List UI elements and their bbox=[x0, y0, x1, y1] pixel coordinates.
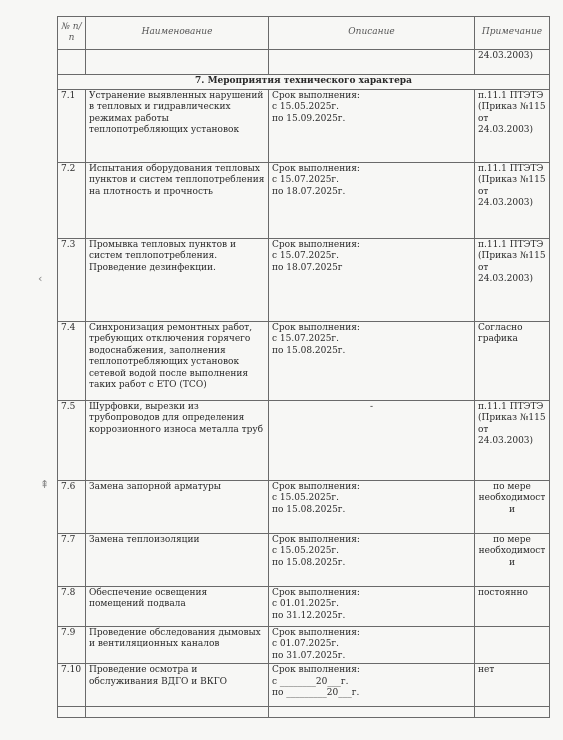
row-description bbox=[269, 533, 475, 586]
row-name: Проведение осмотра и обслуживания ВДГО и ВКГО bbox=[86, 664, 269, 707]
carry-over-note: 24.03.2003) bbox=[475, 50, 550, 75]
description-line: по 15.08.2025г. bbox=[272, 557, 346, 568]
row-number: 7.5 bbox=[58, 400, 86, 480]
row-description bbox=[269, 89, 475, 162]
description-line: по 15.08.2025г. bbox=[272, 345, 346, 356]
row-note: п.11.1 ПТЭТЭ (Приказ №115 от 24.03.2003) bbox=[475, 238, 550, 321]
table-row bbox=[58, 400, 550, 480]
row-description bbox=[269, 238, 475, 321]
description-line: с 15.05.2025г. bbox=[272, 102, 340, 112]
header-description: Описание bbox=[269, 17, 475, 50]
description-line: Срок выполнения: bbox=[272, 90, 360, 101]
row-number: 7.10 bbox=[58, 664, 86, 707]
description-line: Срок выполнения: bbox=[272, 587, 360, 598]
row-description bbox=[269, 162, 475, 238]
header-num: № п/п bbox=[58, 17, 86, 50]
table-row bbox=[58, 480, 550, 533]
row-note: по мере необходимости bbox=[475, 480, 550, 533]
row-name: Обеспечение освещения помещений подвала bbox=[86, 586, 269, 626]
table-row bbox=[58, 238, 550, 321]
row-description bbox=[269, 400, 475, 480]
row-note: постоянно bbox=[475, 586, 550, 626]
row-number: 7.9 bbox=[58, 626, 86, 664]
table-row bbox=[58, 664, 550, 707]
description-line: Срок выполнения: bbox=[272, 627, 360, 638]
description-line: с 15.05.2025г. bbox=[272, 493, 340, 503]
row-number: 7.1 bbox=[58, 89, 86, 162]
row-note: п.11.1 ПТЭТЭ (Приказ №115 от 24.03.2003) bbox=[475, 400, 550, 480]
table-row bbox=[58, 533, 550, 586]
row-name: Промывка тепловых пунктов и систем теплопотребления. Проведение дезинфекции. bbox=[86, 238, 269, 321]
table-row bbox=[58, 586, 550, 626]
description-line: с 15.07.2025г. bbox=[272, 175, 340, 185]
row-number: 7.6 bbox=[58, 480, 86, 533]
blank-row bbox=[58, 707, 550, 718]
description-line: Срок выполнения: bbox=[272, 322, 360, 333]
row-description bbox=[269, 480, 475, 533]
description-line: по 15.09.2025г. bbox=[272, 113, 346, 124]
row-description bbox=[269, 664, 475, 707]
table-row bbox=[58, 89, 550, 162]
row-name: Синхронизация ремонтных работ, требующих отключения горячего водоснабжения, заполнения теплопотребляющих установок сетевой водой после выполнения таких работ с ЕТО (ТСО) bbox=[86, 321, 269, 400]
row-number: 7.3 bbox=[58, 238, 86, 321]
description-line: по 31.07.2025г. bbox=[272, 650, 346, 661]
description-line: по 18.07.2025г. bbox=[272, 186, 346, 197]
binder-hole-mark: ‹ bbox=[38, 272, 43, 285]
description-line: по 15.08.2025г. bbox=[272, 504, 346, 515]
description-line: Срок выполнения: bbox=[272, 239, 360, 250]
description-line: с 15.07.2025г. bbox=[272, 334, 340, 344]
description-line: с 15.05.2025г. bbox=[272, 546, 340, 556]
row-note: п.11.1 ПТЭТЭ (Приказ №115 от 24.03.2003) bbox=[475, 89, 550, 162]
row-number: 7.8 bbox=[58, 586, 86, 626]
section-title: 7. Мероприятия технического характера bbox=[58, 75, 550, 90]
description-line: по _________20___г. bbox=[272, 688, 360, 698]
description-line: с 01.07.2025г. bbox=[272, 639, 340, 649]
row-note: нет bbox=[475, 664, 550, 707]
description-line: по 18.07.2025г bbox=[272, 262, 343, 273]
row-name: Устранение выявленных нарушений в тепловых и гидравлических режимах работы теплопотребляющих установок bbox=[86, 89, 269, 162]
row-name: Испытания оборудования тепловых пунктов и систем теплопотребления на плотность и прочность bbox=[86, 162, 269, 238]
description-line: с 15.07.2025г. bbox=[272, 251, 340, 261]
row-note: Согласно графика bbox=[475, 321, 550, 400]
row-name: Замена теплоизоляции bbox=[86, 533, 269, 586]
table-row bbox=[58, 162, 550, 238]
row-note: по мере необходимости bbox=[475, 533, 550, 586]
row-name: Замена запорной арматуры bbox=[86, 480, 269, 533]
header-note: Примечание bbox=[475, 17, 550, 50]
table-row bbox=[58, 321, 550, 400]
row-description bbox=[269, 586, 475, 626]
row-number: 7.4 bbox=[58, 321, 86, 400]
description-line: Срок выполнения: bbox=[272, 665, 360, 675]
description-line: - bbox=[369, 401, 374, 412]
row-note: п.11.1 ПТЭТЭ (Приказ №115 от 24.03.2003) bbox=[475, 162, 550, 238]
description-line: Срок выполнения: bbox=[272, 481, 360, 492]
row-description bbox=[269, 626, 475, 664]
measures-table bbox=[57, 16, 550, 718]
row-name: Шурфовки, вырезки из трубопроводов для определения коррозионного износа металла труб bbox=[86, 400, 269, 480]
description-line: Срок выполнения: bbox=[272, 534, 360, 545]
row-note bbox=[475, 626, 550, 664]
description-line: с 01.01.2025г. bbox=[272, 599, 340, 609]
carry-over-row bbox=[58, 50, 550, 75]
section-row bbox=[58, 75, 550, 90]
row-name: Проведение обследования дымовых и вентиляционных каналов bbox=[86, 626, 269, 664]
description-line: Срок выполнения: bbox=[272, 163, 360, 174]
table-header-row bbox=[58, 17, 550, 50]
header-name: Наименование bbox=[86, 17, 269, 50]
table-row bbox=[58, 626, 550, 664]
row-description bbox=[269, 321, 475, 400]
row-number: 7.2 bbox=[58, 162, 86, 238]
row-number: 7.7 bbox=[58, 533, 86, 586]
description-line: по 31.12.2025г. bbox=[272, 610, 346, 621]
binder-hole-mark: ⇞ bbox=[40, 478, 50, 491]
description-line: с ________20___г. bbox=[272, 676, 349, 687]
